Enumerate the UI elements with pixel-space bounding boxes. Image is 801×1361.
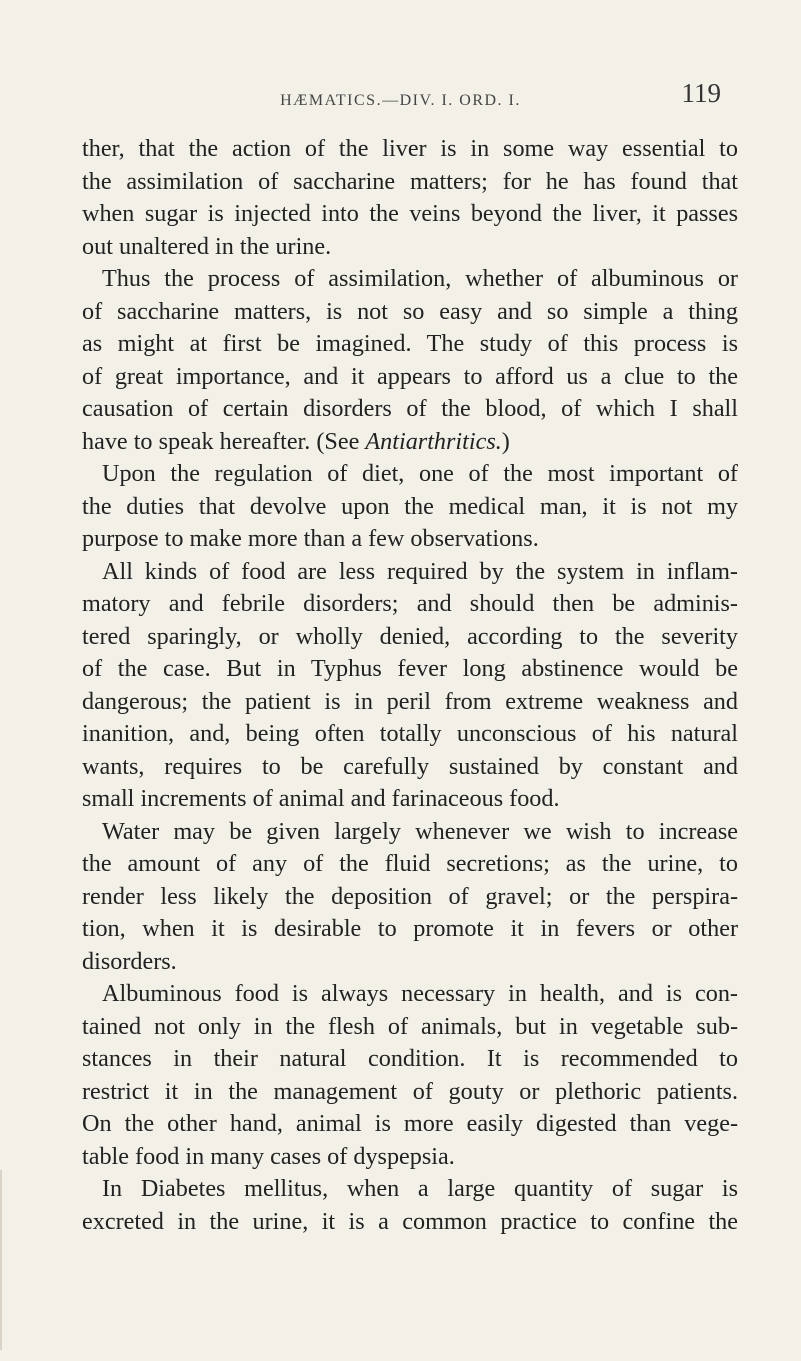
text-line: On the other hand, animal is more easily digested than vege- (82, 1110, 738, 1137)
text-line: render less likely the deposition of gravel; or the perspira- (82, 882, 738, 910)
text-line: of the case. But in Typhus fever long abstinence would be (82, 655, 738, 682)
running-title: HÆMATICS.—DIV. I. ORD. I. (280, 92, 521, 109)
text-line: Albuminous food is always necessary in health, and is con- (102, 980, 738, 1007)
text-line: restrict it in the management of gouty or plethoric patients. (82, 1077, 738, 1105)
text-line: the assimilation of saccharine matters; for he has found that (82, 167, 738, 195)
text-line: excreted in the urine, it is a common practice to confine the (82, 1207, 738, 1235)
text-line: the duties that devolve upon the medical man, it is not my (82, 492, 738, 520)
text-line: All kinds of food are less required by the system in inflam- (102, 557, 738, 585)
text-line: stances in their natural condition. It is recommended to (82, 1045, 738, 1072)
text-line: causation of certain disorders of the blood, of which I shall (82, 395, 738, 422)
text-line: tion, when it is desirable to promote it in fevers or other (82, 915, 738, 942)
text-line: when sugar is injected into the veins beyond the liver, it passes (82, 200, 738, 227)
page-number: 119 (681, 78, 721, 108)
text-line: disorders. (82, 947, 177, 975)
text-line: out unaltered in the urine. (82, 232, 332, 260)
text-line: of great importance, and it appears to afford us a clue to the (82, 362, 738, 390)
page-edge-shadow (0, 1170, 2, 1350)
text-line: the amount of any of the fluid secretions; as the urine, to (82, 850, 738, 877)
text-line: Upon the regulation of diet, one of the most important of (102, 460, 738, 487)
text-line: inanition, and, being often totally unconscious of his natural (82, 720, 738, 747)
text-line: matory and febrile disorders; and should then be adminis- (82, 590, 738, 617)
italic-reference: Antiarthritics. (365, 427, 502, 455)
text-line: tained not only in the flesh of animals, but in vegetable sub- (82, 1012, 738, 1040)
text-line: tered sparingly, or wholly denied, according to the severity (82, 622, 738, 650)
body-text (82, 133, 738, 1238)
text-line: table food in many cases of dyspepsia. (82, 1142, 455, 1170)
text-line: wants, requires to be carefully sustained by constant and (82, 752, 738, 780)
text-line: dangerous; the patient is in peril from extreme weakness and (82, 687, 738, 715)
text-line: ther, that the action of the liver is in some way essential to (82, 135, 738, 162)
text-line: have to speak hereafter. (See Antiarthritics.) (82, 427, 510, 455)
text-line: small increments of animal and farinaceous food. (82, 785, 560, 812)
running-head (0, 78, 801, 118)
text-line: Thus the process of assimilation, whether of albuminous or (102, 265, 738, 292)
text-line: of saccharine matters, is not so easy and so simple a thing (82, 297, 738, 325)
text-line: purpose to make more than a few observations. (82, 525, 539, 552)
text-line: as might at first be imagined. The study of this process is (82, 330, 738, 357)
text-line: In Diabetes mellitus, when a large quantity of sugar is (102, 1175, 738, 1202)
text-line: Water may be given largely whenever we wish to increase (102, 817, 738, 845)
